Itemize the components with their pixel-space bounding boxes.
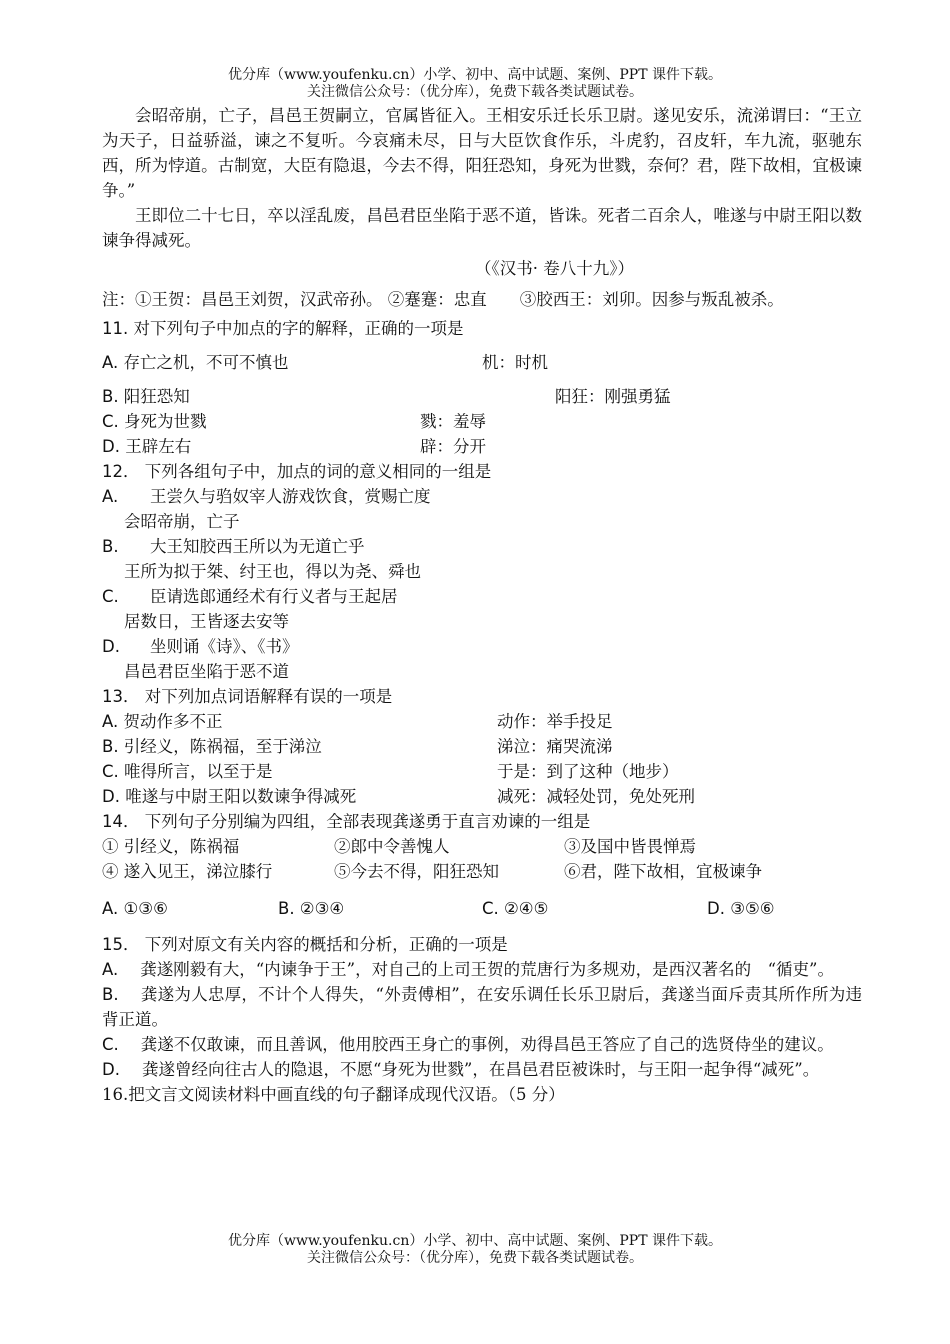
option-text: 龚遂不仅敢谏，而且善讽，他用胶西王身亡的事例，劝得昌邑王答应了自己的选贤侍坐的建议。 xyxy=(140,1035,834,1054)
question-15-stem: 15． 下列对原文有关内容的概括和分析，正确的一项是 xyxy=(102,935,508,954)
item-6: ⑥君，陛下故相，宜极谏争 xyxy=(564,862,762,881)
question-15-option-b xyxy=(102,982,862,1032)
item-4: ④ 遂入见王，涕泣膝行 xyxy=(102,862,273,881)
question-12-stem: 12． 下列各组句子中，加点的词的意义相同的一组是 xyxy=(102,462,492,481)
question-12-option-a-line1 xyxy=(102,484,862,509)
question-14-items-row-1 xyxy=(102,834,862,859)
option-label: D. xyxy=(102,637,120,656)
option-label: A. xyxy=(102,960,119,979)
question-12-option-d-line1 xyxy=(102,634,862,659)
footer-line-2: 关注微信公众号：（优分库），免费下载各类试题试卷。 xyxy=(307,1250,643,1266)
option-gloss: 辟：分开 xyxy=(420,437,486,456)
choice-c: C. ②④⑤ xyxy=(482,899,549,918)
question-11-option-c xyxy=(102,409,862,434)
question-15-option-d xyxy=(102,1057,862,1082)
option-label: B. xyxy=(102,537,119,556)
question-12-option-b-line2: 王所为拟于桀、纣王也，得以为尧、舜也 xyxy=(124,562,421,581)
option-label: B. xyxy=(102,985,119,1004)
question-13-option-a xyxy=(102,709,862,734)
question-12-option-b-line1 xyxy=(102,534,862,559)
question-11-option-d xyxy=(102,434,862,459)
option-text: 大王知胶西王所以为无道亡乎 xyxy=(150,537,365,556)
question-13-option-c xyxy=(102,759,862,784)
choice-d: D. ③⑤⑥ xyxy=(707,899,775,918)
passage-notes: 注：①王贺：昌邑王刘贺，汉武帝孙。 ②蹇蹇：忠直 ③胶西王：刘卯。因参与叛乱被杀。 xyxy=(102,290,784,309)
question-13-option-d xyxy=(102,784,862,809)
header-line-1: 优分库（www.youfenku.cn）小学、初中、高中试题、案例、PPT 课件下载。 xyxy=(227,67,722,83)
question-11-stem: 11. 对下列句子中加点的字的解释，正确的一项是 xyxy=(102,319,464,338)
page-header xyxy=(0,67,950,101)
option-text: C. 唯得所言，以至于是 xyxy=(102,762,273,781)
question-14-stem: 14． 下列句子分别编为四组，全部表现龚遂勇于直言劝谏的一组是 xyxy=(102,812,591,831)
option-gloss: 机：时机 xyxy=(482,353,548,372)
option-text: 龚遂为人忠厚，不计个人得失，“外责傅相”，在安乐调任长乐卫尉后，龚遂当面斥责其所作所为违背正道。 xyxy=(102,985,862,1029)
choice-b: B. ②③④ xyxy=(278,899,345,918)
option-text: 坐则诵《诗》、《书》 xyxy=(150,637,299,656)
option-label: D. xyxy=(102,1060,120,1079)
question-12-option-c-line2: 居数日，王皆逐去安等 xyxy=(124,612,289,631)
passage-source: （《汉书· 卷八十九》） xyxy=(475,259,634,278)
option-text: D. 唯遂与中尉王阳以数谏争得减死 xyxy=(102,787,357,806)
question-11-option-a xyxy=(102,350,862,375)
item-5: ⑤今去不得，阳狂恐知 xyxy=(334,862,499,881)
option-text: 臣请选郎通经术有行义者与王起居 xyxy=(150,587,398,606)
option-text: B. 引经义，陈祸福，至于涕泣 xyxy=(102,737,322,756)
option-gloss: 于是：到了这种（地步） xyxy=(497,762,679,781)
option-text: B. 阳狂恐知 xyxy=(102,387,190,406)
question-13-option-b xyxy=(102,734,862,759)
question-15-option-c xyxy=(102,1032,862,1057)
option-text: 王尝久与驺奴宰人游戏饮食，赏赐亡度 xyxy=(150,487,431,506)
passage-paragraph-2: 王即位二十七日，卒以淫乱废，昌邑君臣坐陷于恶不道，皆诛。死者二百余人，唯遂与中尉王阳以数谏争得减死。 xyxy=(102,206,862,250)
option-text: 龚遂曾经向往古人的隐退，不愿“身死为世戮”，在昌邑君臣被诛时，与王阳一起争得“减死”。 xyxy=(141,1060,820,1079)
question-12-option-d-line2: 昌邑君臣坐陷于恶不道 xyxy=(124,662,289,681)
question-14-choices xyxy=(102,896,862,921)
choice-a: A. ①③⑥ xyxy=(102,899,168,918)
option-text: C. 身死为世戮 xyxy=(102,412,207,431)
option-text: 龚遂刚毅有大，“内谏争于王”，对自己的上司王贺的荒唐行为多规劝，是西汉著名的 “循吏”。 xyxy=(140,960,834,979)
option-text: D. 王辟左右 xyxy=(102,437,192,456)
option-label: A. xyxy=(102,487,119,506)
question-12-option-a-line2: 会昭帝崩，亡子 xyxy=(124,512,240,531)
question-16-stem: 16.把文言文阅读材料中画直线的句子翻译成现代汉语。（5 分） xyxy=(102,1085,565,1104)
question-15-option-a xyxy=(102,957,862,982)
item-1: ① 引经义，陈祸福 xyxy=(102,837,240,856)
option-text: A. 存亡之机，不可不慎也 xyxy=(102,353,289,372)
option-gloss: 涕泣：痛哭流涕 xyxy=(497,737,613,756)
footer-line-1: 优分库（www.youfenku.cn）小学、初中、高中试题、案例、PPT 课件下载。 xyxy=(227,1233,722,1249)
header-line-2: 关注微信公众号：（优分库），免费下载各类试题试卷。 xyxy=(307,84,643,100)
item-3: ③及国中皆畏惮焉 xyxy=(564,837,696,856)
item-2: ②郎中令善愧人 xyxy=(334,837,450,856)
option-gloss: 减死：减轻处罚，免处死刑 xyxy=(497,787,695,806)
question-11-option-b xyxy=(102,384,862,409)
option-gloss: 阳狂：刚强勇猛 xyxy=(555,387,671,406)
question-14-items-row-2 xyxy=(102,859,862,884)
option-gloss: 动作：举手投足 xyxy=(497,712,613,731)
passage-paragraph-1: 会昭帝崩，亡子，昌邑王贺嗣立，官属皆征入。王相安乐迁长乐卫尉。遂见安乐，流涕谓曰：“王立为天子，日益骄溢，谏之不复听。今哀痛未尽，日与大臣饮食作乐，斗虎豹，召皮轩，车九流，驱驰东西，所为悖道。古制宽，大臣有隐退，今去不得，阳狂恐知，身死为世戮，奈何？君，陛下故相，宜极谏争。” xyxy=(102,106,862,200)
option-text: A. 贺动作多不正 xyxy=(102,712,223,731)
document-body xyxy=(102,103,862,1107)
option-gloss: 戮：羞辱 xyxy=(420,412,486,431)
option-label: C. xyxy=(102,587,119,606)
option-label: C. xyxy=(102,1035,119,1054)
question-13-stem: 13． 对下列加点词语解释有误的一项是 xyxy=(102,687,393,706)
question-12-option-c-line1 xyxy=(102,584,862,609)
page-footer xyxy=(0,1233,950,1267)
